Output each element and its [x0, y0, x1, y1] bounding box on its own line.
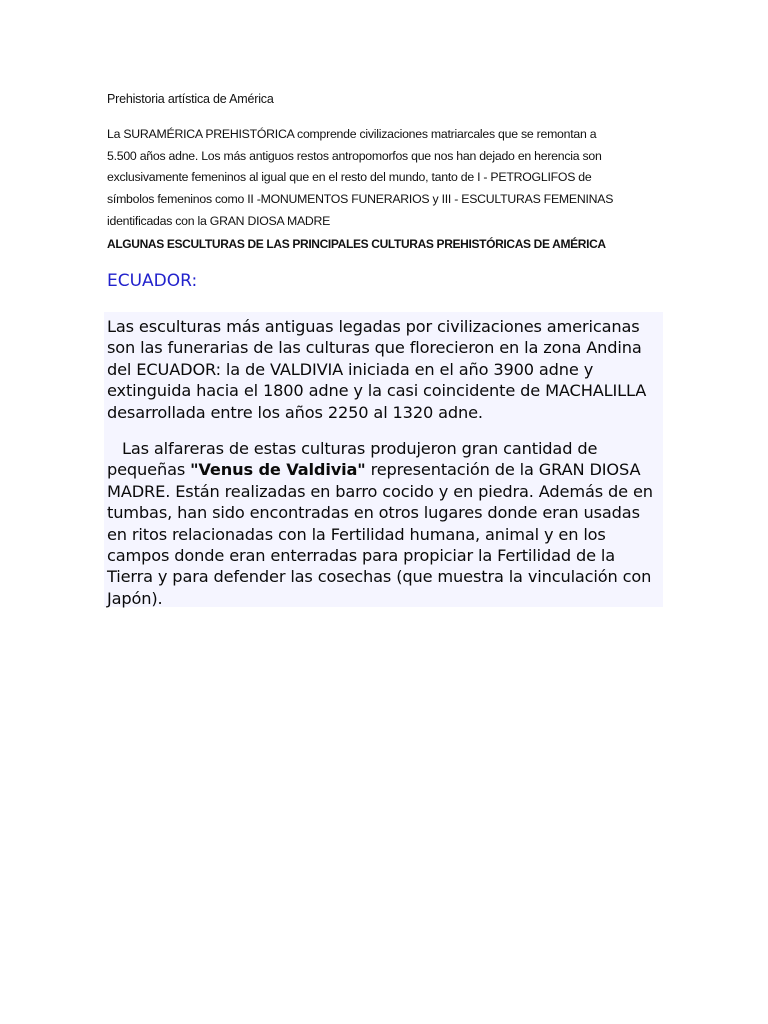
- venus-de-valdivia-emphasis: "Venus de Valdivia": [190, 460, 366, 480]
- document-title: Prehistoria artística de América: [107, 92, 274, 106]
- section-subheading: ALGUNAS ESCULTURAS DE LAS PRINCIPALES CULTURAS PREHISTÓRICAS DE AMÉRICA: [107, 237, 606, 251]
- ecuador-paragraph-2: [107, 438, 663, 609]
- ecuador-paragraph-1: Las esculturas más antiguas legadas por civilizaciones americanas son las funerarias de las culturas que florecieron en la zona Andina del ECUADOR: la de VALDIVIA iniciada en el año 3900 adne y extinguida hacia el 1800 adne y la casi coincidente de MACHALILLA desarrollada entre los años 2250 al 1320 adne.: [107, 317, 647, 422]
- paragraph-2-rest: representación de la GRAN DIOSA MADRE. Están realizadas en barro cocido y en piedra. Además de en tumbas, han sido encontradas en otros lugares donde eran usadas en ritos relacionadas con la Fertilidad humana, animal y en los campos donde eran enterradas para propiciar la Fertilidad de la Tierra y para defender las cosechas (que muestra la vinculación con Japón).: [107, 460, 653, 608]
- ecuador-text-panel: [104, 312, 663, 607]
- ecuador-heading: ECUADOR:: [107, 271, 198, 291]
- intro-paragraph: La SURAMÉRICA PREHISTÓRICA comprende civilizaciones matriarcales que se remontan a 5.500 años adne. Los más antiguos restos antropomorfos que nos han dejado en herencia son exclusivamente femeninos al igual que en el resto del mundo, tanto de I - PETROGLIFOS de símbolos femeninos como II -MONUMENTOS FUNERARIOS y III - ESCULTURAS FEMENINAS identificadas con la GRAN DIOSA MADRE: [107, 127, 614, 228]
- paragraph-2-lead: Las alfareras de estas culturas produjeron gran cantidad de pequeñas: [107, 439, 598, 480]
